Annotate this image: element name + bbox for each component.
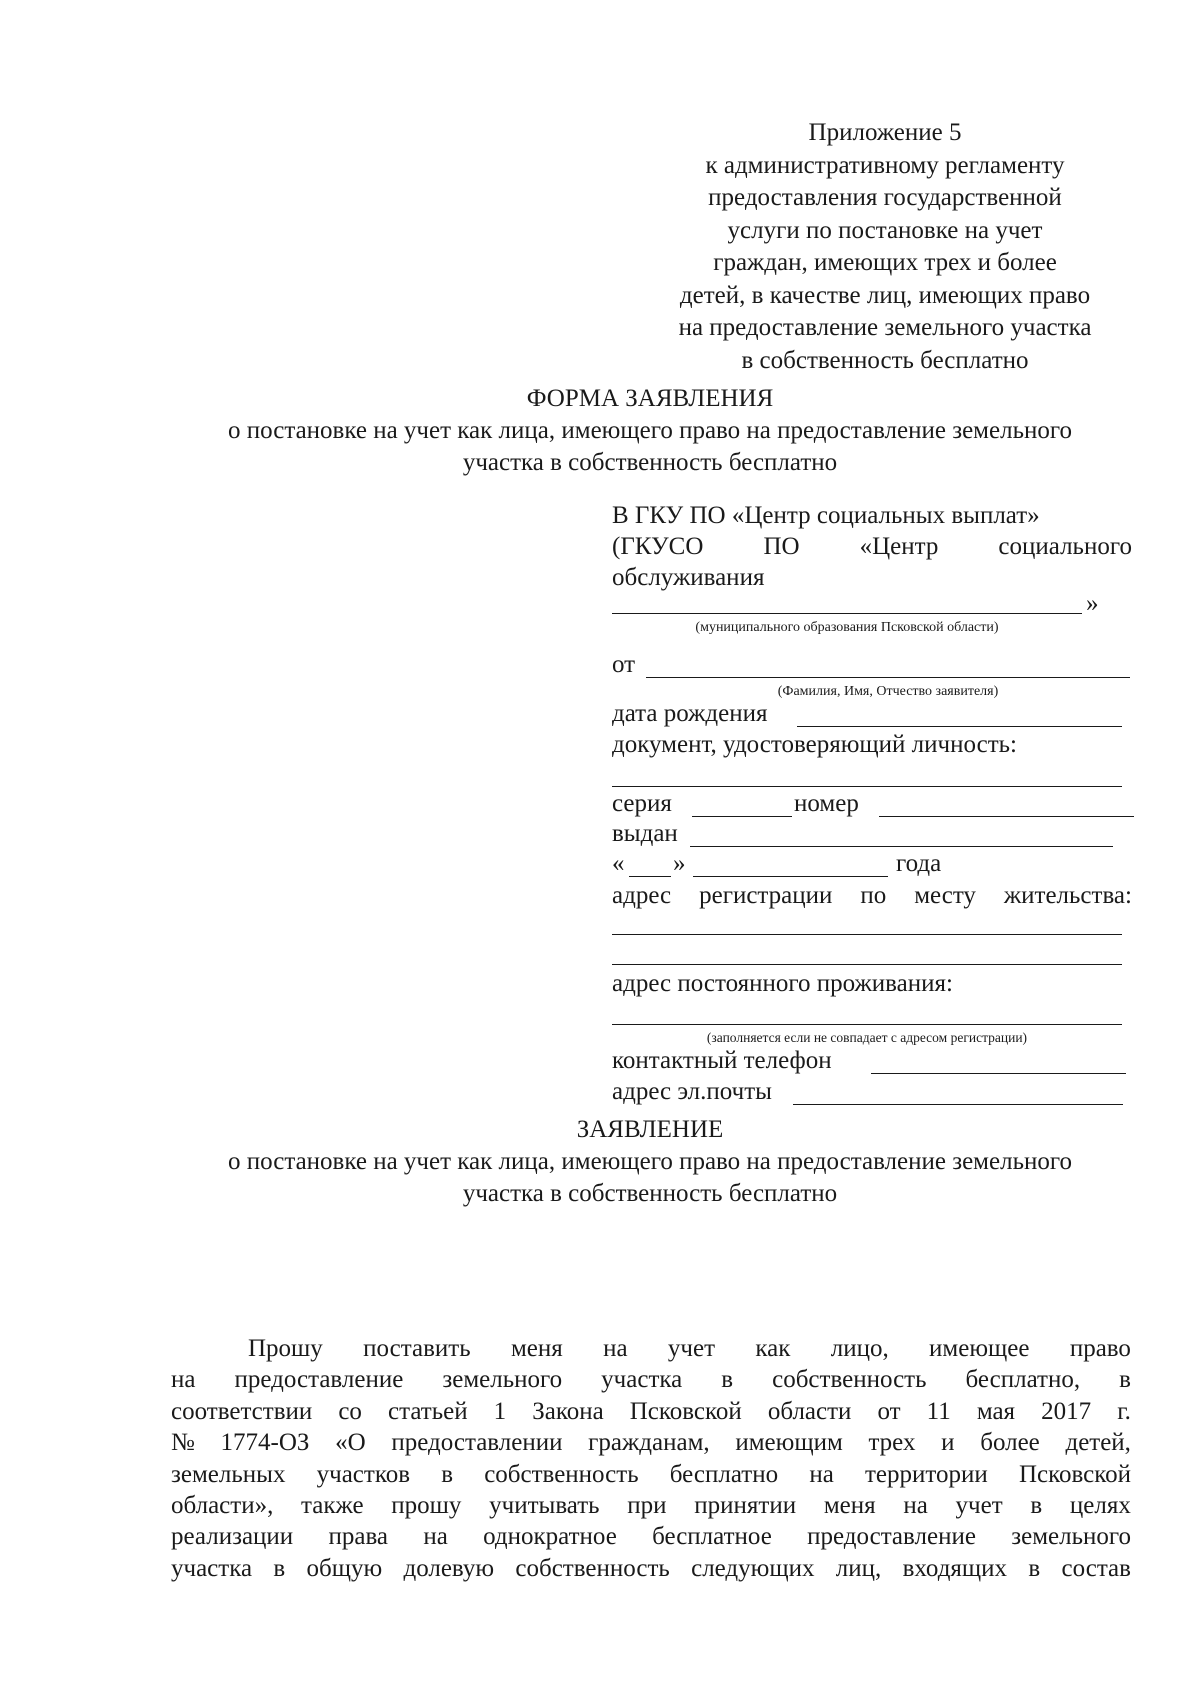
body-word: трех bbox=[868, 1429, 916, 1457]
appendix-line: к административному регламенту bbox=[705, 151, 1065, 179]
body-word: учитывать bbox=[489, 1492, 600, 1520]
municipality-caption: (муниципального образования Псковской области) bbox=[695, 620, 999, 635]
birth-label: дата рождения bbox=[612, 700, 768, 727]
body-word: права bbox=[328, 1523, 389, 1551]
body-word: бесплатное bbox=[652, 1523, 772, 1551]
body-word: собственность bbox=[772, 1366, 927, 1394]
body-word: в bbox=[1028, 1554, 1041, 1582]
body-word: на bbox=[809, 1460, 834, 1488]
body-word: в bbox=[1030, 1492, 1043, 1520]
form-subtitle: о постановке на учет как лица, имеющего право на предоставление земельного bbox=[227, 417, 1072, 444]
reg-word: месту bbox=[914, 882, 976, 909]
body-word: в bbox=[1119, 1366, 1131, 1394]
body-word: собственность bbox=[515, 1554, 670, 1582]
body-word: имеющим bbox=[735, 1429, 843, 1457]
body-word: следующих bbox=[691, 1554, 815, 1582]
body-word: Закона bbox=[532, 1397, 604, 1425]
municipality-field[interactable] bbox=[612, 613, 1082, 614]
body-word: на bbox=[423, 1523, 448, 1551]
body-word: № bbox=[171, 1429, 195, 1457]
addressee-block bbox=[612, 500, 1132, 593]
body-word: Псковской bbox=[1018, 1460, 1131, 1488]
body-word: общую bbox=[306, 1554, 383, 1582]
body-line bbox=[171, 1553, 1131, 1584]
body-word: мая bbox=[976, 1397, 1016, 1425]
body-word: г. bbox=[1117, 1397, 1131, 1425]
body-word: более bbox=[980, 1429, 1040, 1457]
from-label: от bbox=[612, 651, 636, 678]
reg-address-label bbox=[612, 880, 1132, 911]
body-line bbox=[171, 1427, 1131, 1458]
residence-label: адрес постоянного проживания: bbox=[612, 970, 953, 997]
body-word: долевую bbox=[403, 1554, 495, 1582]
body-word: также bbox=[301, 1492, 364, 1520]
body-line bbox=[171, 1521, 1131, 1552]
statement-title: ЗАЯВЛЕНИЕ bbox=[576, 1116, 724, 1143]
alt-word: (ГКУСО bbox=[612, 533, 704, 560]
body-word: 1 bbox=[493, 1397, 507, 1425]
year-label: года bbox=[896, 850, 942, 877]
number-field[interactable] bbox=[879, 816, 1134, 817]
issue-day-field[interactable] bbox=[629, 876, 671, 877]
issue-month-field[interactable] bbox=[693, 876, 888, 877]
to-line: В ГКУ ПО «Центр социальных выплат» bbox=[612, 502, 1040, 529]
body-word: состав bbox=[1061, 1554, 1131, 1582]
body-line bbox=[171, 1490, 1131, 1521]
body-word: как bbox=[755, 1335, 791, 1362]
id-doc-label: документ, удостоверяющий личность: bbox=[612, 731, 1017, 758]
statement-subtitle: о постановке на учет как лица, имеющего право на предоставление земельного bbox=[227, 1148, 1072, 1175]
alt-recipient-line bbox=[612, 531, 1132, 562]
birth-date-field[interactable] bbox=[797, 726, 1122, 727]
body-word: от bbox=[877, 1397, 901, 1425]
body-word: поставить bbox=[363, 1335, 471, 1362]
body-word: предоставлении bbox=[391, 1429, 563, 1457]
body-word: 11 bbox=[926, 1397, 951, 1425]
body-word: лиц, bbox=[835, 1554, 882, 1582]
body-word: меня bbox=[510, 1335, 563, 1362]
body-word: предоставление bbox=[234, 1366, 404, 1394]
body-word: в bbox=[721, 1366, 734, 1394]
appendix-line: предоставления государственной bbox=[708, 184, 1062, 211]
email-field[interactable] bbox=[793, 1104, 1123, 1105]
body-word: земельного bbox=[1011, 1523, 1131, 1551]
body-word: в bbox=[441, 1460, 454, 1488]
body-word: входящих bbox=[902, 1554, 1008, 1582]
body-word: бесплатно bbox=[669, 1460, 779, 1488]
body-line bbox=[171, 1333, 1131, 1364]
body-word: территории bbox=[864, 1460, 988, 1488]
appendix-block bbox=[652, 117, 1118, 377]
statement-subtitle: участка в собственность бесплатно bbox=[462, 1180, 838, 1207]
body-word: право bbox=[1069, 1335, 1131, 1362]
reg-word: по bbox=[860, 882, 887, 909]
body-word: на bbox=[171, 1366, 196, 1394]
reg-address-field-1[interactable] bbox=[612, 934, 1122, 935]
body-word: учет bbox=[667, 1335, 716, 1362]
body-word: 1774-ОЗ bbox=[220, 1429, 310, 1457]
series-label: серия bbox=[612, 790, 672, 817]
reg-word: адрес bbox=[612, 882, 672, 909]
body-word: детей, bbox=[1065, 1429, 1131, 1457]
reg-word: регистрации bbox=[699, 882, 833, 909]
body-word: в bbox=[273, 1554, 286, 1582]
body-word: принятии bbox=[694, 1492, 797, 1520]
date-open-quote: « bbox=[612, 850, 625, 877]
number-label: номер bbox=[794, 790, 859, 817]
body-line bbox=[171, 1396, 1131, 1427]
body-word: Псковской bbox=[629, 1397, 742, 1425]
body-line bbox=[171, 1364, 1131, 1395]
body-word: «О bbox=[335, 1429, 366, 1457]
appendix-line: Приложение 5 bbox=[808, 119, 962, 146]
appendix-line: в собственность бесплатно bbox=[741, 346, 1029, 374]
appendix-line: детей, в качестве лиц, имеющих право bbox=[679, 281, 1091, 309]
body-word: имеющее bbox=[929, 1335, 1030, 1362]
body-word: области», bbox=[171, 1492, 274, 1520]
statement-heading bbox=[150, 1114, 1150, 1210]
form-title: ФОРМА ЗАЯВЛЕНИЯ bbox=[526, 385, 774, 412]
appendix-line: на предоставление земельного участка bbox=[678, 314, 1092, 341]
closing-quote: » bbox=[1086, 590, 1099, 617]
email-label: адрес эл.почты bbox=[612, 1078, 772, 1105]
body-word: реализации bbox=[171, 1523, 294, 1551]
issued-field[interactable] bbox=[690, 846, 1113, 847]
body-word: прошу bbox=[391, 1492, 462, 1520]
phone-label: контактный телефон bbox=[612, 1047, 832, 1074]
body-word: 2017 bbox=[1041, 1397, 1092, 1425]
body-word: учет bbox=[955, 1492, 1003, 1520]
alt-word: социального bbox=[998, 533, 1132, 560]
body-word: однократное bbox=[483, 1523, 617, 1551]
date-close-quote: » bbox=[673, 850, 686, 877]
fio-caption: (Фамилия, Имя, Отчество заявителя) bbox=[777, 684, 999, 699]
body-word: при bbox=[627, 1492, 667, 1520]
appendix-line: услуги по постановке на учет bbox=[727, 216, 1043, 244]
fio-field[interactable] bbox=[646, 677, 1130, 678]
appendix-line: граждан, имеющих трех и более bbox=[713, 249, 1057, 276]
body-word: лицо, bbox=[830, 1335, 889, 1362]
body-word: и bbox=[941, 1429, 955, 1457]
body-word: меня bbox=[823, 1492, 876, 1520]
body-word: бесплатно, bbox=[965, 1366, 1081, 1394]
body-word: соответствии bbox=[171, 1397, 313, 1425]
id-doc-field[interactable] bbox=[612, 786, 1122, 787]
phone-field[interactable] bbox=[871, 1073, 1126, 1074]
series-field[interactable] bbox=[692, 816, 792, 817]
body-word: на bbox=[603, 1335, 628, 1362]
residence-caption: (заполняется если не совпадает с адресом регистрации) bbox=[706, 1030, 1028, 1045]
statement-body bbox=[171, 1333, 1131, 1584]
body-word: гражданам, bbox=[588, 1429, 710, 1457]
body-word: собственность bbox=[484, 1460, 639, 1488]
body-word: участков bbox=[316, 1460, 411, 1488]
form-subtitle: участка в собственность бесплатно bbox=[462, 449, 838, 476]
form-heading bbox=[150, 383, 1150, 479]
body-word: Прошу bbox=[248, 1335, 323, 1362]
body-word: целях bbox=[1069, 1492, 1131, 1520]
alt-word: ПО bbox=[763, 533, 800, 560]
body-word: области bbox=[767, 1397, 852, 1425]
body-word: земельных bbox=[171, 1460, 286, 1488]
alt-recipient-line-2: обслуживания bbox=[612, 564, 765, 591]
issued-label: выдан bbox=[612, 820, 678, 847]
reg-address-field-2[interactable] bbox=[612, 964, 1122, 965]
body-word: на bbox=[903, 1492, 928, 1520]
body-word: участка bbox=[171, 1554, 253, 1582]
body-word: участка bbox=[601, 1366, 683, 1394]
body-line bbox=[171, 1459, 1131, 1490]
body-word: земельного bbox=[442, 1366, 563, 1394]
residence-field[interactable] bbox=[612, 1024, 1122, 1025]
body-word: предоставление bbox=[807, 1523, 976, 1551]
reg-word: жительства: bbox=[1003, 882, 1132, 909]
body-word: статьей bbox=[388, 1397, 468, 1425]
alt-word: «Центр bbox=[859, 533, 939, 560]
body-word: со bbox=[338, 1397, 362, 1425]
